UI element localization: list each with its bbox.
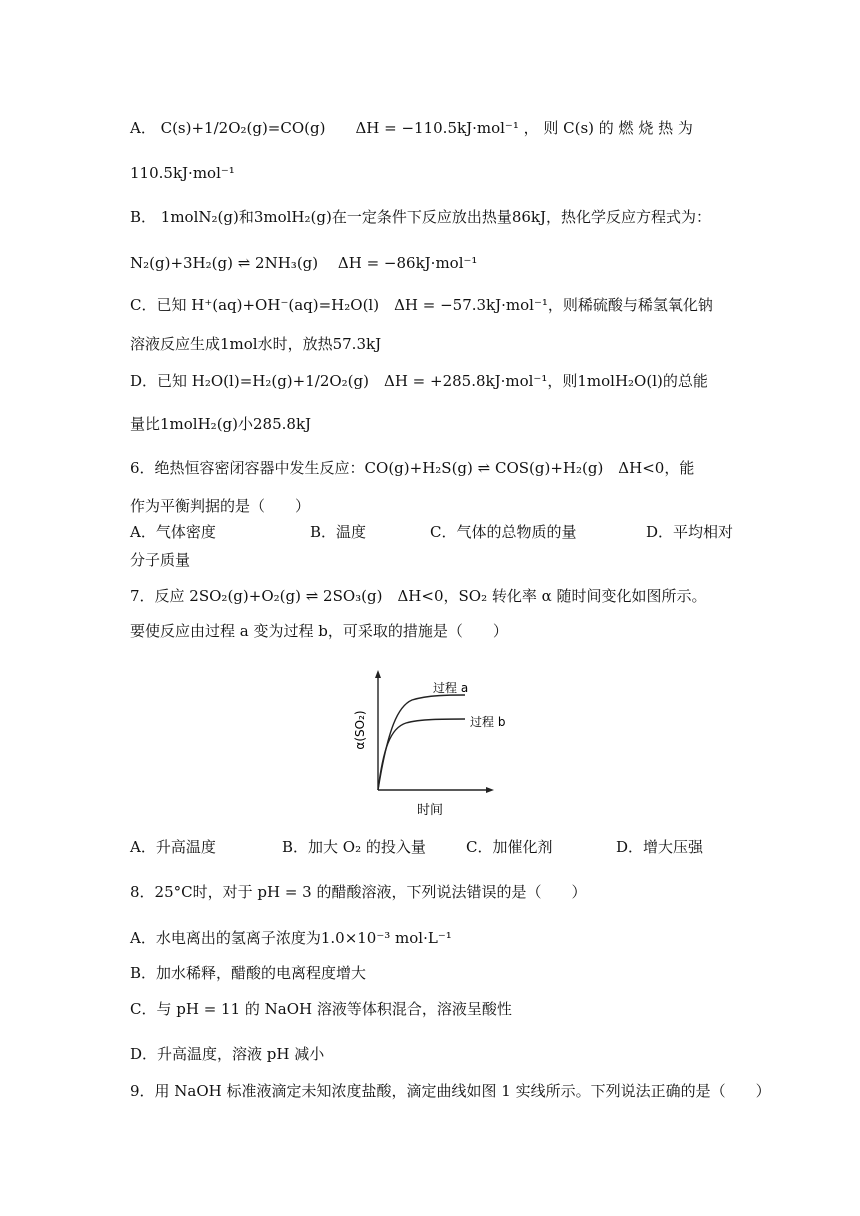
- q6-stem-line1: 6．绝热恒容密闭容器中发生反应：CO(g)+H₂S(g) ⇌ COS(g)+H₂(g) ΔH<0，能: [130, 459, 695, 477]
- q7-option-a: A．升高温度: [130, 838, 216, 856]
- q6-option-b: B．温度: [310, 523, 367, 541]
- q5-option-d-line1: D．已知 H₂O(l)=H₂(g)+1/2O₂(g) ΔH = +285.8kJ·mol⁻¹，则1molH₂O(l)的总能: [130, 372, 708, 390]
- x-axis-label: 时间: [416, 803, 444, 818]
- q7-stem-line2: 要使反应由过程 a 变为过程 b，可采取的措施是（ ）: [130, 622, 508, 640]
- q5-option-a-line1: A． C(s)+1/2O₂(g)=CO(g) ΔH = −110.5kJ·mol⁻¹ ， 则 C(s) 的 燃 烧 热 为: [130, 119, 693, 137]
- q7-option-c: C．加催化剂: [466, 838, 553, 856]
- q8-option-d: D．升高温度，溶液 pH 减小: [130, 1045, 325, 1063]
- q8-option-c: C．与 pH = 11 的 NaOH 溶液等体积混合，溶液呈酸性: [130, 1000, 512, 1018]
- q6-stem-line2: 作为平衡判据的是（ ）: [130, 497, 311, 515]
- q6-option-c: C．气体的总物质的量: [430, 523, 577, 541]
- q9-stem: 9．用 NaOH 标准液滴定未知浓度盐酸，滴定曲线如图 1 实线所示。下列说法正确的是（ ）: [130, 1082, 771, 1100]
- q6-option-a: A．气体密度: [130, 523, 216, 541]
- q5-option-d-line2: 量比1molH₂(g)小285.8kJ: [130, 415, 312, 433]
- q5-option-b-line1: B． 1molN₂(g)和3molH₂(g)在一定条件下反应放出热量86kJ，热化学反应方程式为：: [130, 208, 712, 226]
- q7-option-d: D．增大压强: [616, 838, 704, 856]
- q7-stem-line1: 7．反应 2SO₂(g)+O₂(g) ⇌ 2SO₃(g) ΔH<0，SO₂ 转化率 α 随时间变化如图所示。: [130, 587, 707, 605]
- y-axis-label: α(SO₂): [353, 710, 367, 750]
- q8-option-b: B．加水稀释，醋酸的电离程度增大: [130, 964, 367, 982]
- q6-option-d: D．平均相对: [646, 523, 734, 541]
- q7-conversion-time-figure: [350, 668, 510, 828]
- q6-option-d-continued: 分子质量: [130, 551, 191, 569]
- q5-option-c-line1: C．已知 H⁺(aq)+OH⁻(aq)=H₂O(l) ΔH = −57.3kJ·mol⁻¹，则稀硫酸与稀氢氧化钠: [130, 296, 713, 314]
- curve-b-label: 过程 b: [470, 715, 506, 729]
- x-axis-arrow: [486, 787, 494, 793]
- curve-a-label: 过程 a: [433, 681, 469, 695]
- y-axis-arrow: [375, 670, 381, 678]
- q5-option-a-line2: 110.5kJ·mol⁻¹: [130, 164, 235, 182]
- q5-option-c-line2: 溶液反应生成1mol水时，放热57.3kJ: [130, 335, 382, 353]
- q8-option-a: A．水电离出的氢离子浓度为1.0×10⁻³ mol·L⁻¹: [130, 929, 452, 947]
- q5-option-b-line2: N₂(g)+3H₂(g) ⇌ 2NH₃(g) ΔH = −86kJ·mol⁻¹: [130, 254, 478, 272]
- q8-stem: 8．25°C时，对于 pH = 3 的醋酸溶液，下列说法错误的是（ ）: [130, 883, 587, 901]
- curve-process-a: [378, 695, 465, 790]
- q7-option-b: B．加大 O₂ 的投入量: [282, 838, 426, 856]
